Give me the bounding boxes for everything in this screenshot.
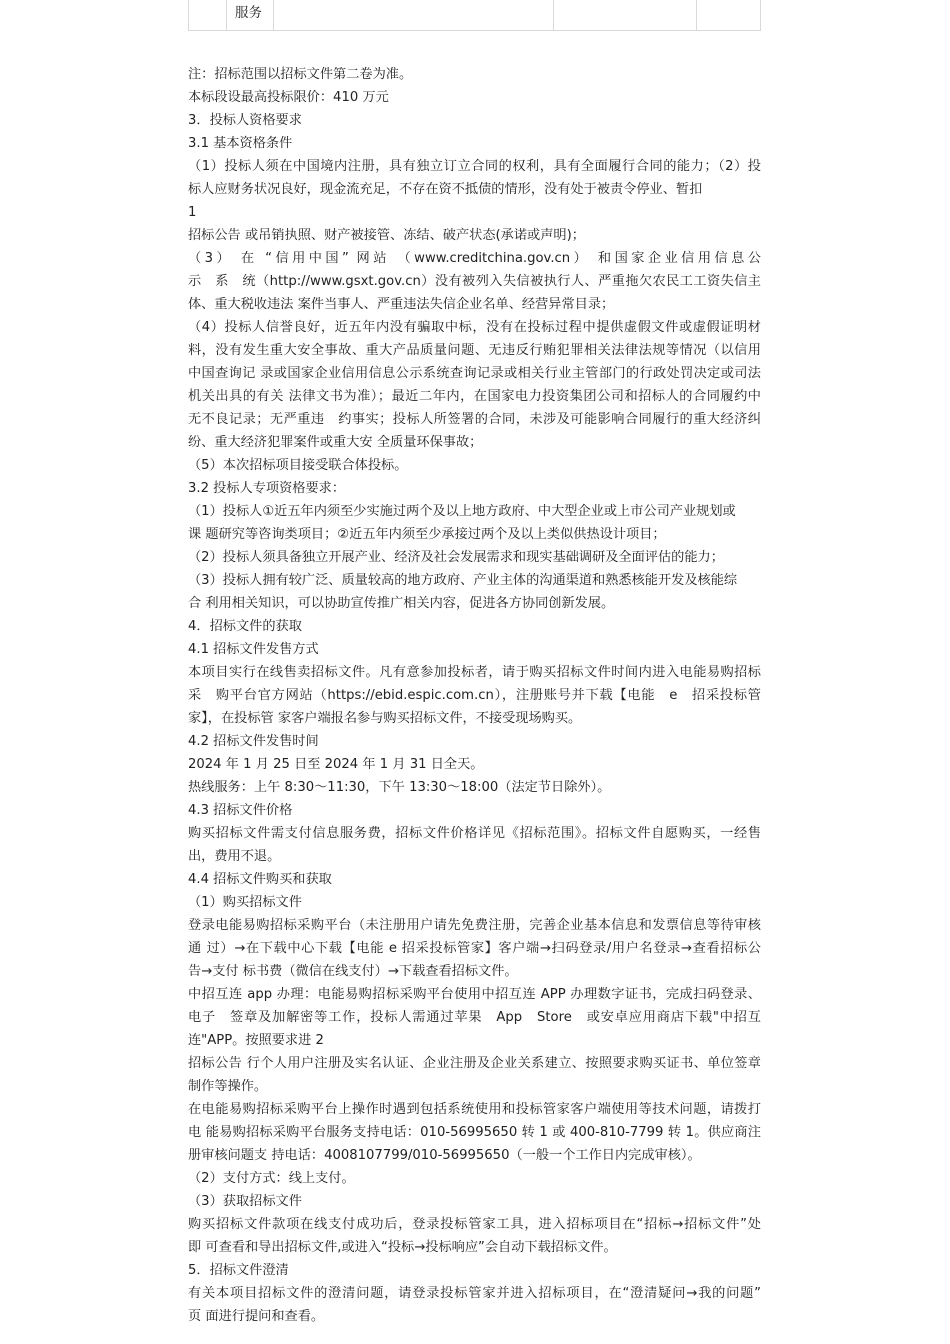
text-line: 1 xyxy=(188,205,197,220)
text-line: （1）购买招标文件 xyxy=(188,895,302,910)
text-line: 2024 年 1 月 25 日至 2024 年 1 月 31 日全天。 xyxy=(188,757,484,772)
text-line: 册审核问题支 持电话：4008107799/010-56995650（一般一个工作日内完成审核）。 xyxy=(188,1148,701,1163)
document-body xyxy=(188,63,761,1328)
text-line: 3.2 投标人专项资格要求： xyxy=(188,481,346,496)
text-line: 通 过）→在下载中心下载【电能 e 招采投标管家】客户端→扫码登录/用户名登录→查看招标公 xyxy=(188,941,761,956)
text-line: 中招互连 app 办理：电能易购招标采购平台使用中招互连 APP 办理数字证书，完成扫码登录、 xyxy=(188,987,761,1002)
text-line: 热线服务：上午 8:30～11:30，下午 13:30～18:00（法定节日除外）。 xyxy=(188,780,611,795)
table-cell xyxy=(697,0,761,31)
text-line: （1）投标人①近五年内须至少实施过两个及以上地方政府、中大型企业或上市公司产业规划或 xyxy=(188,504,736,519)
text-line: 购买招标文件款项在线支付成功后，登录投标管家工具，进入招标项目在“招标→招标文件”处 xyxy=(188,1217,761,1232)
text-line: 4.1 招标文件发售方式 xyxy=(188,642,319,657)
text-line: 登录电能易购招标采购平台（未注册用户请先免费注册，完善企业基本信息和发票信息等待审核 xyxy=(188,918,761,933)
table-cell xyxy=(274,0,554,31)
text-line: 3.1 基本资格条件 xyxy=(188,136,293,151)
text-line: （3）获取招标文件 xyxy=(188,1194,302,1209)
text-line: （4）投标人信誉良好，近五年内没有骗取中标，没有在投标过程中提供虚假文件或虚假证明材 xyxy=(188,320,761,335)
text-line: 告→支付 标书费（微信在线支付）→下载查看招标文件。 xyxy=(188,964,518,979)
text-line: 有关本项目招标文件的澄清问题，请登录投标管家并进入招标项目，在“澄清疑问→我的问题” xyxy=(188,1286,761,1301)
table-cell xyxy=(188,0,227,31)
text-line: （5）本次招标项目接受联合体投标。 xyxy=(188,458,408,473)
text-line: 招标公告 或吊销执照、财产被接管、冻结、破产状态(承诺或声明)； xyxy=(188,228,585,243)
text-line: 中国查询记 录或国家企业信用信息公示系统查询记录或相关行业主管部门的行政处罚决定或司法 xyxy=(188,366,761,381)
text-line: 出，费用不退。 xyxy=(188,849,281,864)
text-line: 4.3 招标文件价格 xyxy=(188,803,293,818)
text-line: 连"APP。按照要求进 2 xyxy=(188,1033,324,1048)
text-line: 电 能易购招标采购平台服务支持电话：010-56995650 转 1 或 400-810-7799 转 1。供应商注 xyxy=(188,1125,761,1140)
text-line: 示 系 统（http://www.gsxt.gov.cn）没有被列入失信被执行人、严重拖欠农民工工资失信主 xyxy=(188,274,761,289)
text-line: （1）投标人须在中国境内注册，具有独立订立合同的权利，具有全面履行合同的能力；（2）投 xyxy=(188,159,761,174)
text-line: 体、重大税收违法 案件当事人、严重违法失信企业名单、经营异常目录； xyxy=(188,297,615,312)
text-line: 制作等操作。 xyxy=(188,1079,268,1094)
text-line: 4．招标文件的获取 xyxy=(188,619,302,634)
text-line: 无不良记录；无严重违 约事实；投标人所签署的合同，未涉及可能影响合同履行的重大经济纠 xyxy=(188,412,761,427)
text-line: 注：招标范围以招标文件第二卷为准。 xyxy=(188,67,413,82)
text-line: 4.2 招标文件发售时间 xyxy=(188,734,319,749)
text-line: （2）支付方式：线上支付。 xyxy=(188,1171,355,1186)
text-line: 即 可查看和导出招标文件,或进入“投标→投标响应”会自动下载招标文件。 xyxy=(188,1240,617,1255)
table-fragment xyxy=(188,0,761,31)
text-line: 电子 签章及加解密等工作，投标人需通过苹果 App Store 或安卓应用商店下载"中招互 xyxy=(188,1010,761,1025)
text-line: 本标段设最高投标限价：410 万元 xyxy=(188,90,389,105)
text-line: 3．投标人资格要求 xyxy=(188,113,302,128)
text-line: 5．招标文件澄清 xyxy=(188,1263,289,1278)
text-line: 采 购平台官方网站（https://ebid.espic.com.cn），注册账号并下载【电能 e 招采投标管 xyxy=(188,688,761,703)
text-line: 课 题研究等咨询类项目；②近五年内须至少承接过两个及以上类似供热设计项目； xyxy=(188,527,666,542)
text-line: 4.4 招标文件购买和获取 xyxy=(188,872,332,887)
text-line: （3）投标人拥有较广泛、质量较高的地方政府、产业主体的沟通渠道和熟悉核能开发及核能综 xyxy=(188,573,738,588)
text-line: 标人应财务状况良好，现金流充足，不存在资不抵债的情形，没有处于被责令停业、暂扣 xyxy=(188,182,703,197)
text-line: 机关出具的有关 法律文书为准）；最近二年内，在国家电力投资集团公司和招标人的合同履约中 xyxy=(188,389,761,404)
text-line: （3） 在 “信用中国” 网站 （www.creditchina.gov.cn） 和国家企业信用信息公 xyxy=(188,251,761,266)
text-line: （2）投标人须具备独立开展产业、经济及社会发展需求和现实基础调研及全面评估的能力； xyxy=(188,550,724,565)
text-line: 纷、重大经济犯罪案件或重大安 全质量环保事故； xyxy=(188,435,483,450)
table-cell xyxy=(227,0,274,31)
text-line: 合 利用相关知识，可以协助宣传推广相关内容，促进各方协同创新发展。 xyxy=(188,596,615,611)
text-line: 招标公告 行个人用户注册及实名认证、企业注册及企业关系建立、按照要求购买证书、单位签章 xyxy=(188,1056,761,1071)
text-line: 家】，在投标管 家客户端报名参与购买招标文件，不接受现场购买。 xyxy=(188,711,582,726)
text-line: 本项目实行在线售卖招标文件。凡有意参加投标者，请于购买招标文件时间内进入电能易购招标 xyxy=(188,665,761,680)
text-line: 页 面进行提问和查看。 xyxy=(188,1309,325,1324)
text-line: 购买招标文件需支付信息服务费，招标文件价格详见《招标范围》。招标文件自愿购买，一经售 xyxy=(188,826,761,841)
text-line: 料，没有发生重大安全事故、重大产品质量问题、无违反行贿犯罪相关法律法规等情况（以信用 xyxy=(188,343,761,358)
table-cell xyxy=(554,0,697,31)
text-line: 在电能易购招标采购平台上操作时遇到包括系统使用和投标管家客户端使用等技术问题，请拨打 xyxy=(188,1102,761,1117)
table-cell-text: 服务 xyxy=(235,5,262,21)
